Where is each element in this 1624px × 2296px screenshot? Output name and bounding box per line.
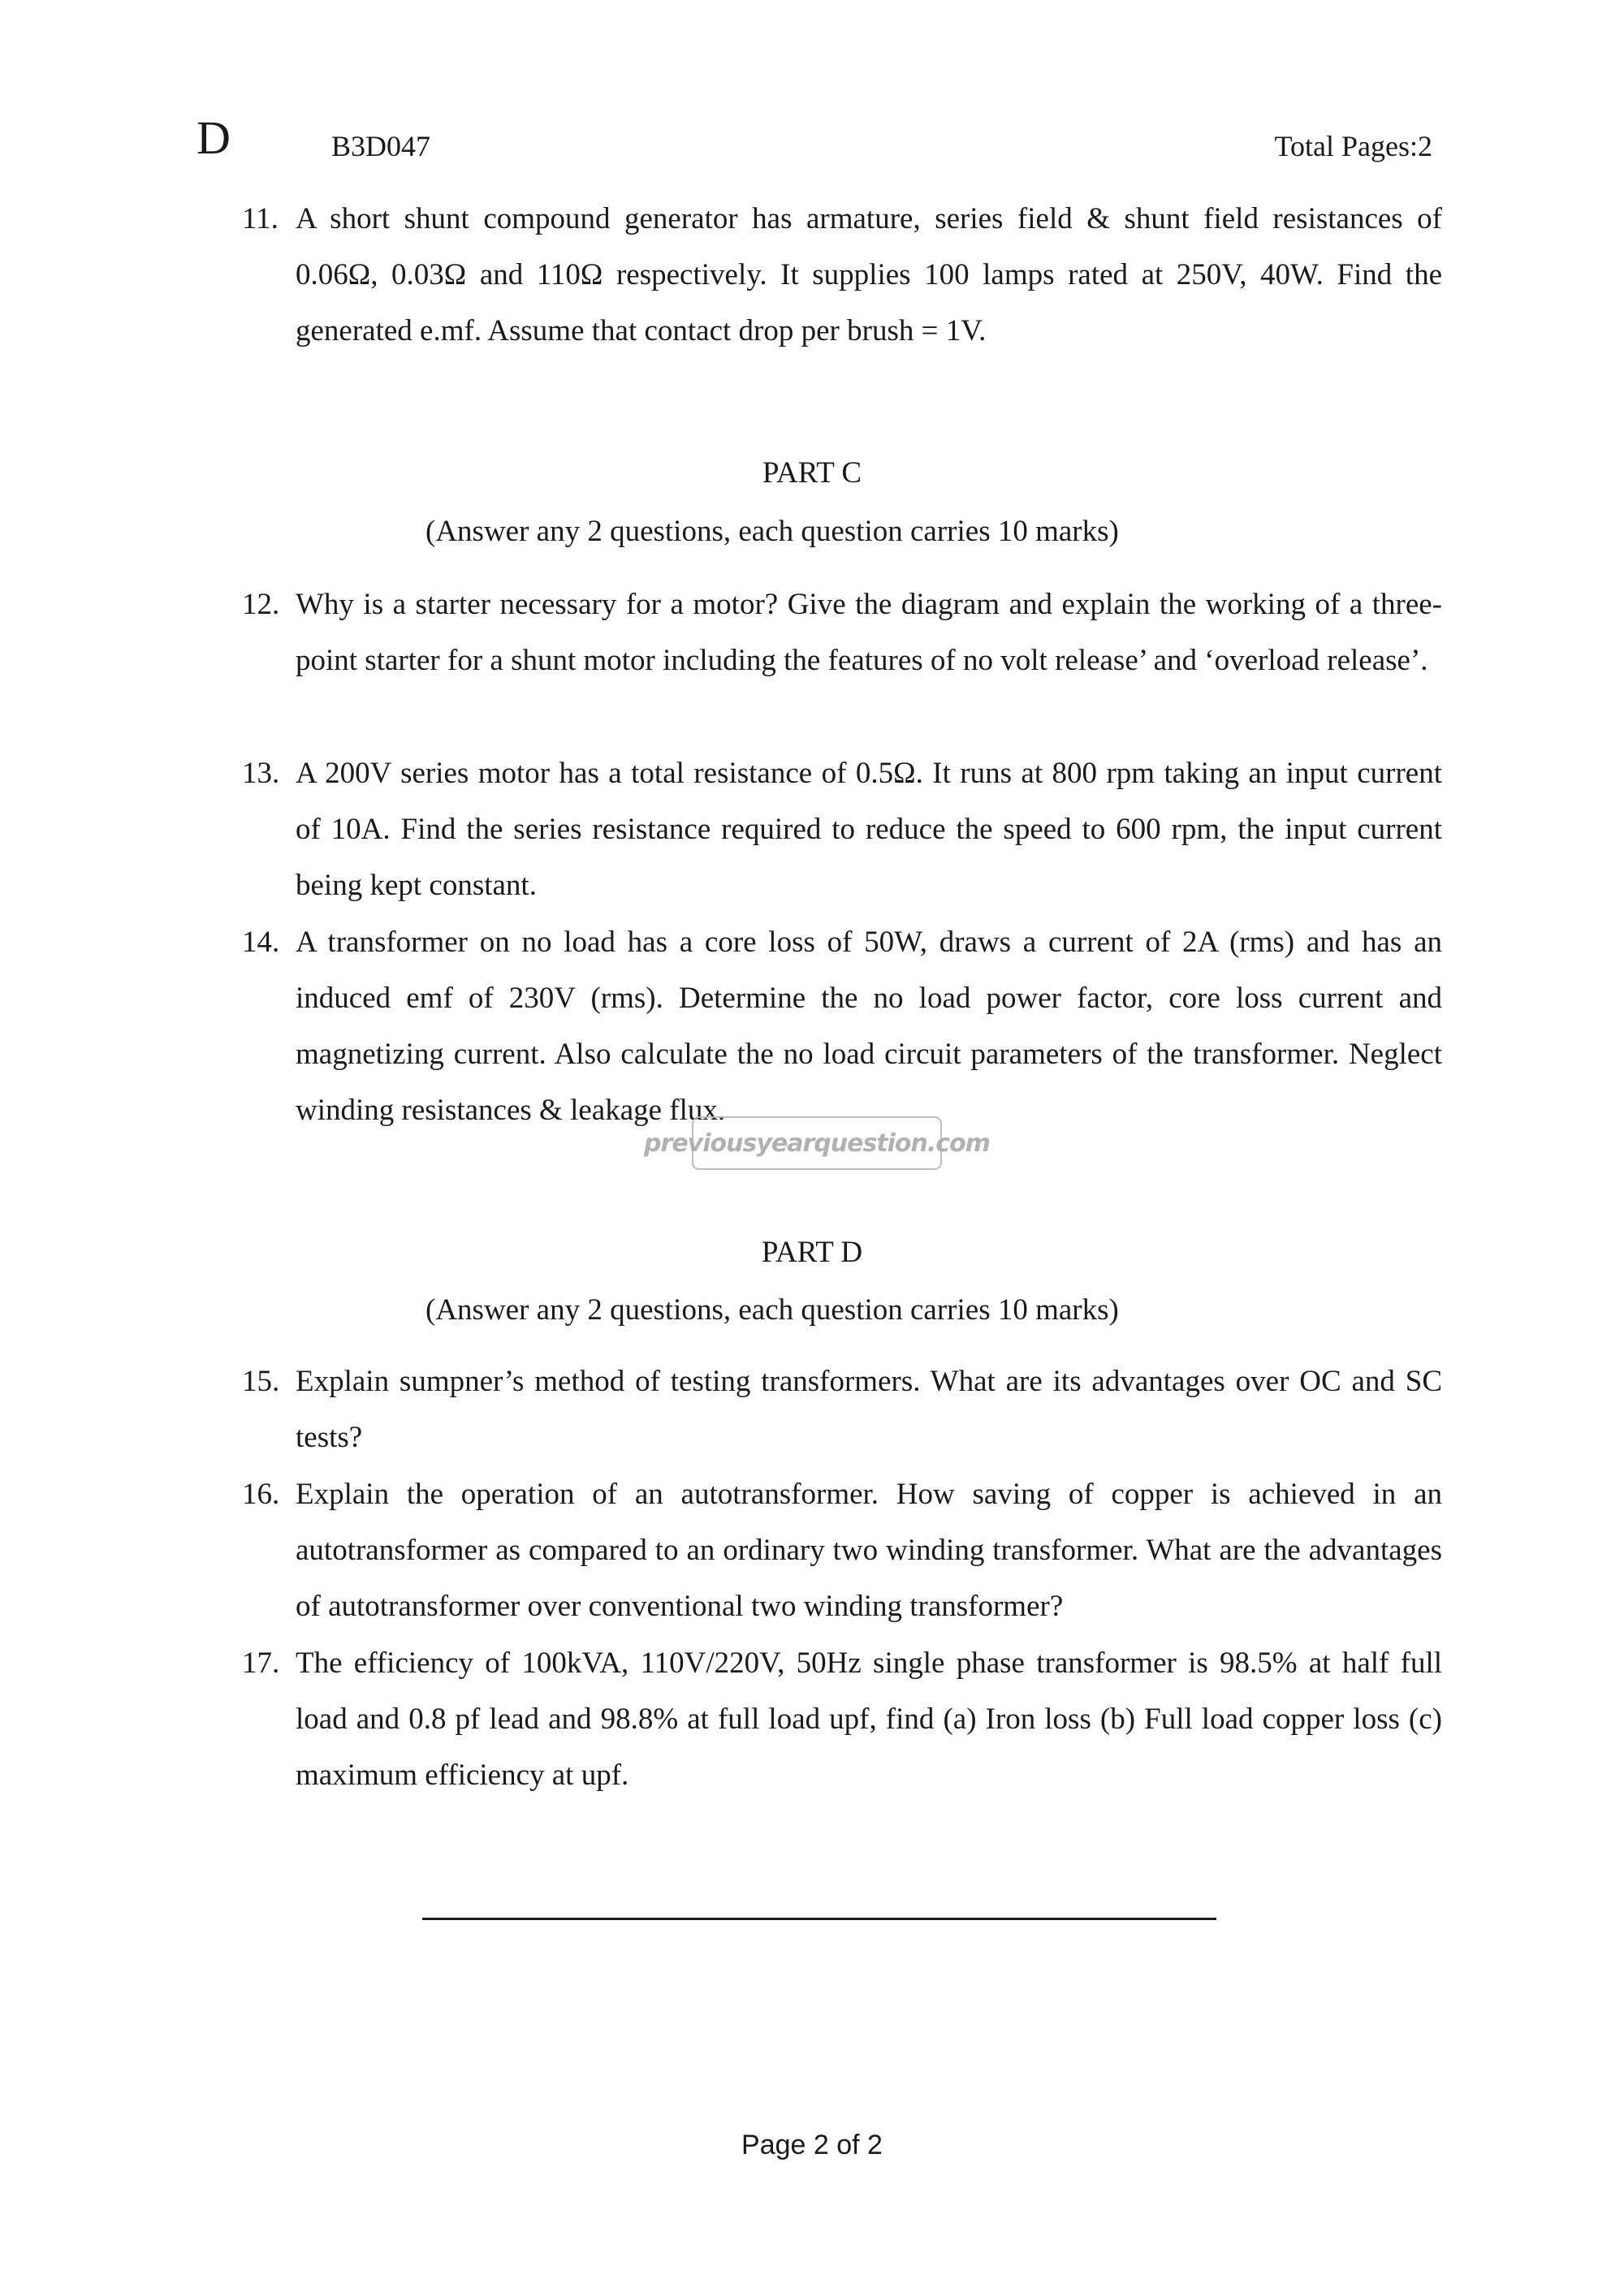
question-number: 16. bbox=[242, 1478, 280, 1511]
question-13 bbox=[242, 745, 1442, 913]
question-text: A transformer on no load has a core loss of 50W, draws a current of 2A (rms) and has an induced emf of 230V (rms). Determine the no load power factor, core loss current and magnetizing current. Also calculate the no load circuit parameters of the transformer. Neglect winding resistances & leakage flux. bbox=[296, 926, 1442, 1127]
question-16 bbox=[242, 1466, 1442, 1634]
total-pages: Total Pages:2 bbox=[1274, 130, 1432, 162]
question-text: Explain the operation of an autotransformer. How saving of copper is achieved in an autotransformer as compared to an ordinary two winding transformer. What are the advantages of autotransformer over conventional two winding transformer? bbox=[296, 1478, 1442, 1623]
question-12 bbox=[242, 576, 1442, 688]
question-number: 13. bbox=[242, 757, 280, 790]
question-15 bbox=[242, 1353, 1442, 1465]
question-text: A short shunt compound generator has armature, series field & shunt field resistances of 0.06Ω, 0.03Ω and 110Ω respectively. It supplies 100 lamps rated at 250V, 40W. Find the generated e.mf. Assume that contact drop per brush = 1V. bbox=[296, 202, 1442, 347]
page-footer: Page 2 of 2 bbox=[741, 2130, 883, 2160]
question-text: The efficiency of 100kVA, 110V/220V, 50Hz single phase transformer is 98.5% at half full load and 0.8 pf lead and 98.8% at full load upf, find (a) Iron loss (b) Full load copper loss (c) maximum efficiency at upf. bbox=[296, 1646, 1442, 1792]
part-c-title: PART C bbox=[762, 456, 862, 490]
part-c-instruction: (Answer any 2 questions, each question carries 10 marks) bbox=[425, 515, 1119, 548]
question-number: 11. bbox=[242, 202, 279, 235]
question-number: 14. bbox=[242, 926, 280, 959]
question-number: 15. bbox=[242, 1365, 280, 1398]
question-17 bbox=[242, 1635, 1442, 1803]
watermark: previousyearquestion.com bbox=[692, 1116, 942, 1170]
question-text: Why is a starter necessary for a motor? Give the diagram and explain the working of a three- point starter for a shunt motor including the features of no volt release’ and ‘overload release’. bbox=[296, 588, 1442, 677]
series-letter: D bbox=[197, 111, 231, 164]
question-text: Explain sumpner’s method of testing transformers. What are its advantages over OC and SC tests? bbox=[296, 1365, 1442, 1454]
question-11 bbox=[242, 191, 1442, 359]
question-number: 12. bbox=[242, 588, 280, 621]
question-14 bbox=[242, 914, 1442, 1138]
paper-code: B3D047 bbox=[331, 130, 431, 162]
question-text: A 200V series motor has a total resistance of 0.5Ω. It runs at 800 rpm taking an input current of 10A. Find the series resistance required to reduce the speed to 600 rpm, the input current being kept constant. bbox=[296, 757, 1442, 902]
part-d-instruction: (Answer any 2 questions, each question carries 10 marks) bbox=[425, 1293, 1119, 1327]
end-rule bbox=[422, 1918, 1216, 1920]
question-number: 17. bbox=[242, 1646, 280, 1680]
part-d-title: PART D bbox=[761, 1236, 863, 1269]
